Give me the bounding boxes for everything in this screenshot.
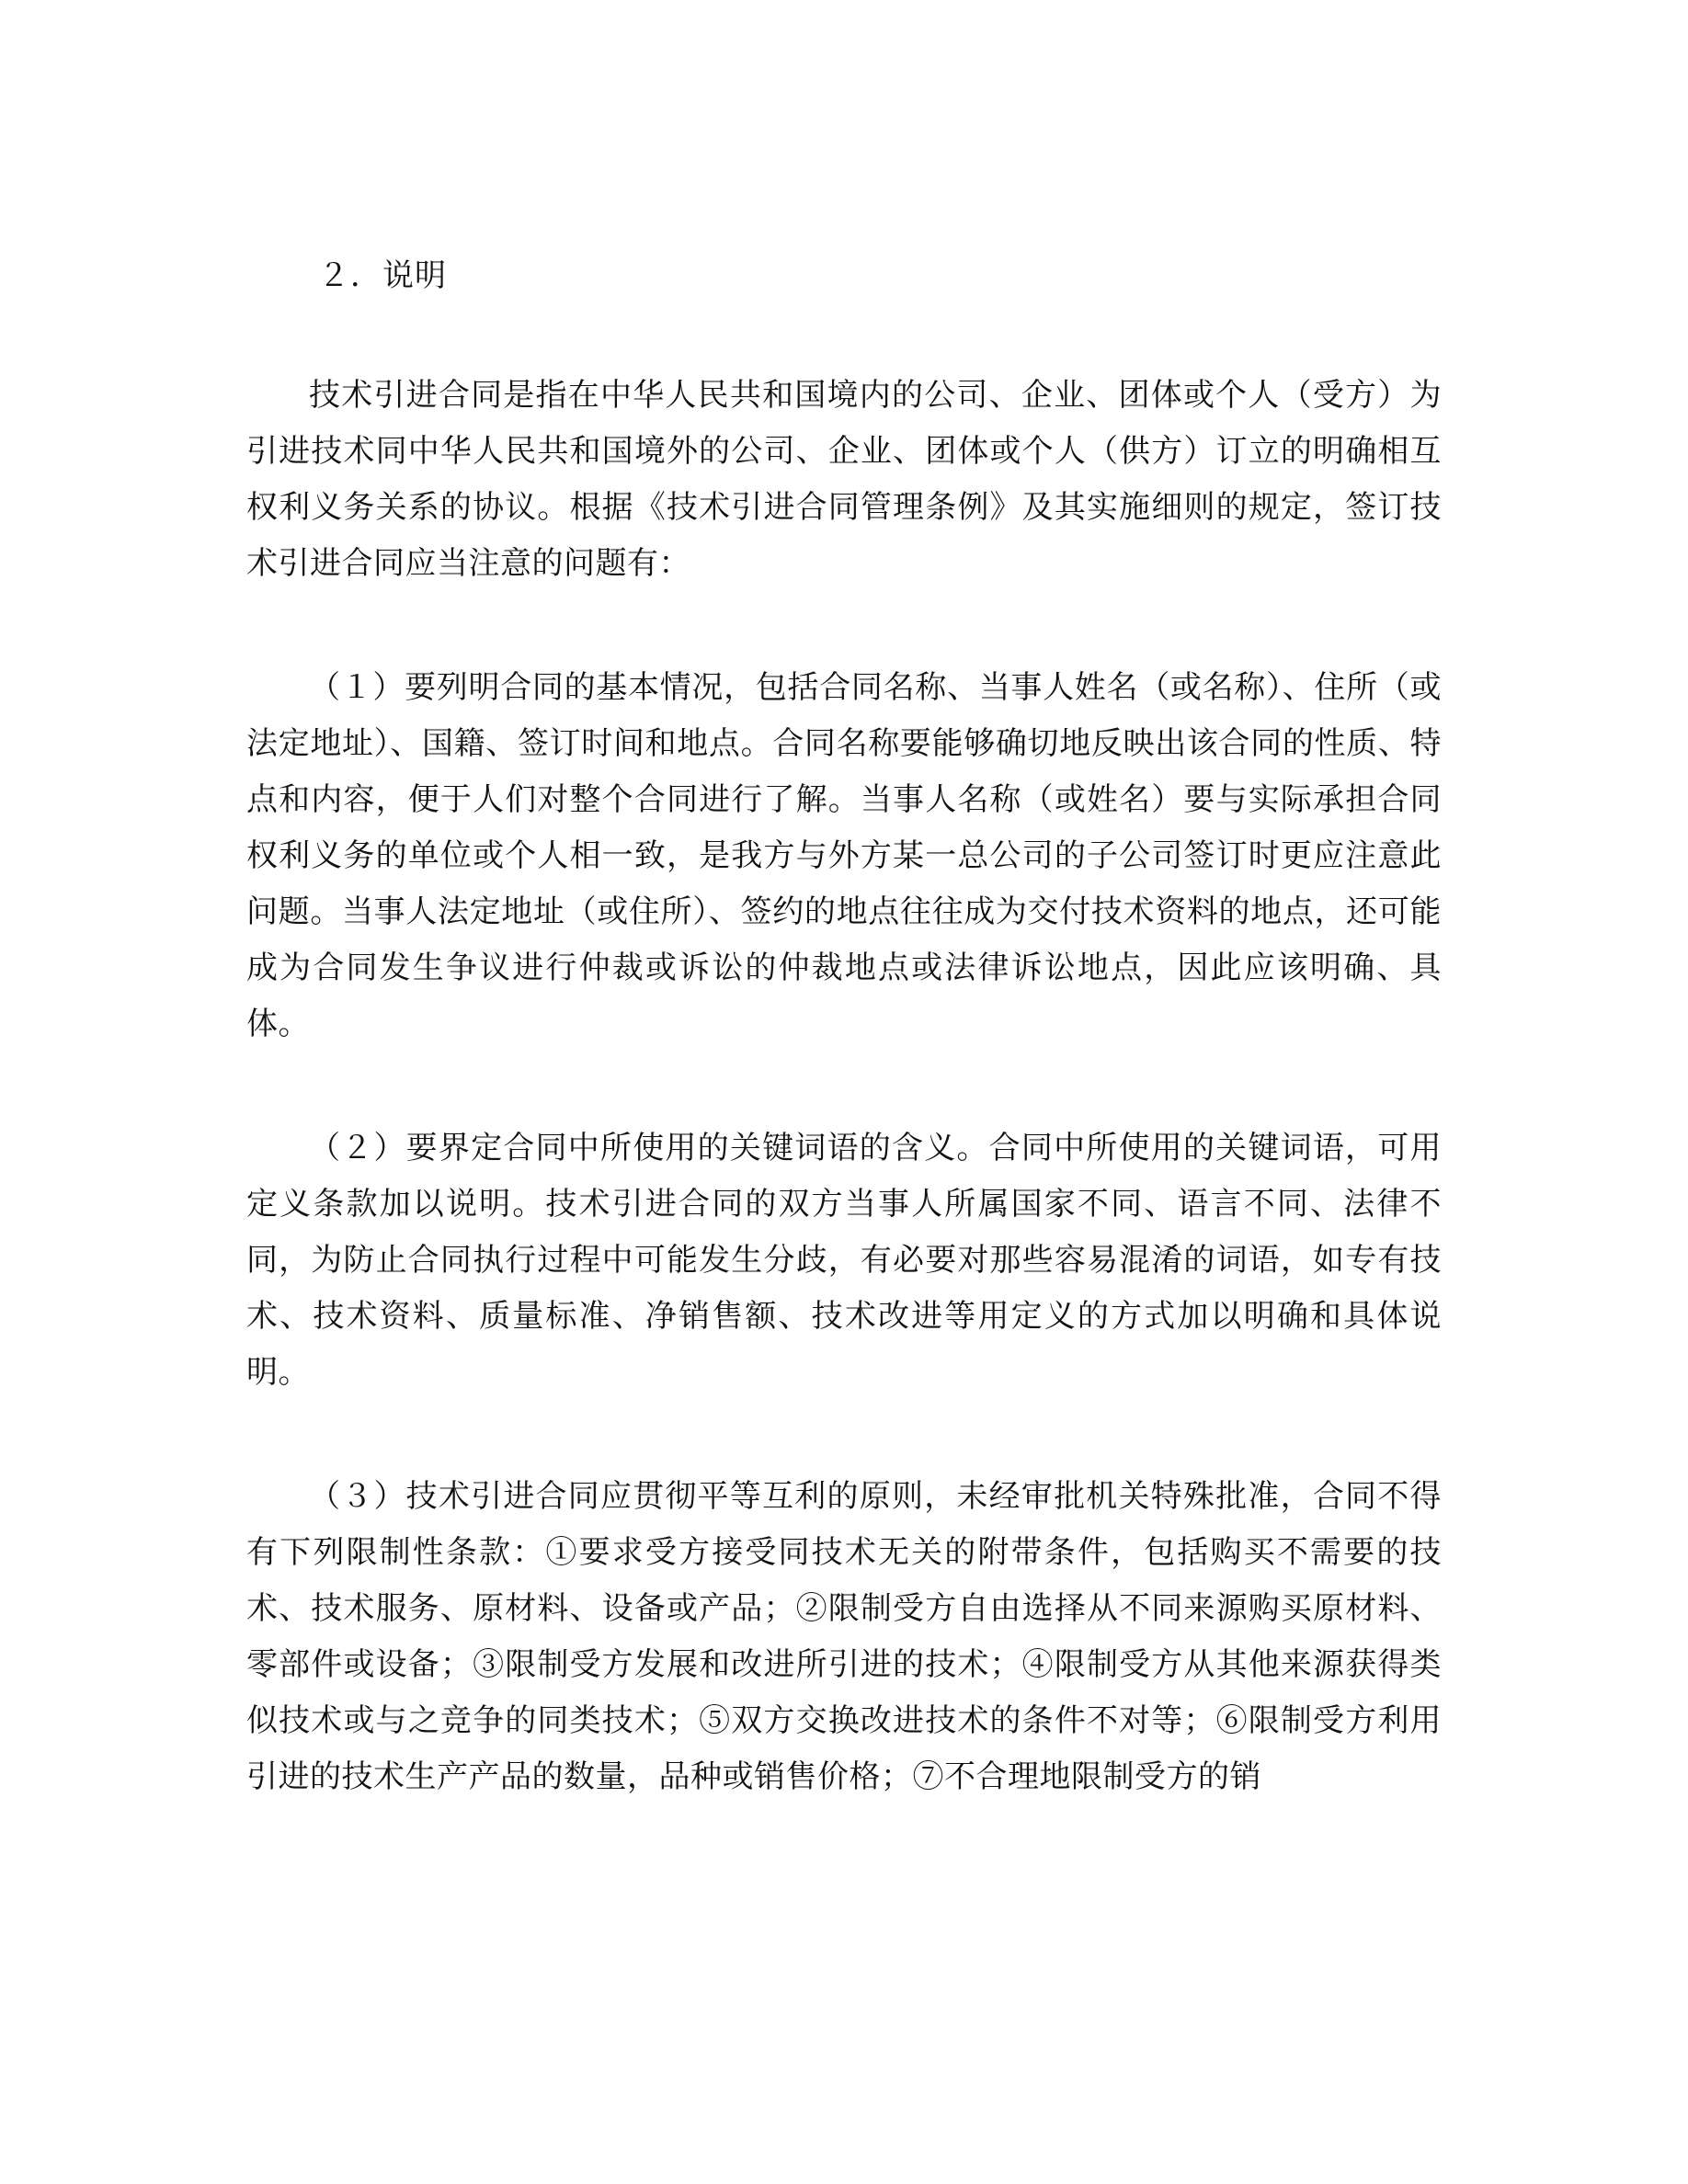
document-body <box>246 248 1442 1805</box>
paragraph-item-2: （２）要界定合同中所使用的关键词语的含义。合同中所使用的关键词语，可用定义条款加以说明。技术引进合同的双方当事人所属国家不同、语言不同、法律不同，为防止合同执行过程中可能发生分歧，有必要对那些容易混淆的词语，如专有技术、技术资料、质量标准、净销售额、技术改进等用定义的方式加以明确和具体说明。 <box>246 1130 1442 1391</box>
paragraph-intro: 技术引进合同是指在中华人民共和国境内的公司、企业、团体或个人（受方）为引进技术同中华人民共和国境外的公司、企业、团体或个人（供方）订立的明确相互权利义务关系的协议。根据《技术引进合同管理条例》及其实施细则的规定，签订技术引进合同应当注意的问题有： <box>246 377 1442 582</box>
paragraph-item-3: （３）技术引进合同应贯彻平等互利的原则，未经审批机关特殊批准，合同不得有下列限制性条款：①要求受方接受同技术无关的附带条件，包括购买不需要的技术、技术服务、原材料、设备或产品；②限制受方自由选择从不同来源购买原材料、零部件或设备；③限制受方发展和改进所引进的技术；④限制受方从其他来源获得类似技术或与之竞争的同类技术；⑤双方交换改进技术的条件不对等；⑥限制受方利用引进的技术生产产品的数量，品种或销售价格；⑦不合理地限制受方的销 <box>246 1478 1442 1795</box>
section-heading: ２．说明 <box>318 257 447 294</box>
paragraph-item-1: （１）要列明合同的基本情况，包括合同名称、当事人姓名（或名称）、住所（或法定地址）、国籍、签订时间和地点。合同名称要能够确切地反映出该合同的性质、特点和内容，便于人们对整个合同进行了解。当事人名称（或姓名）要与实际承担合同权利义务的单位或个人相一致，是我方与外方某一总公司的子公司签订时更应注意此问题。当事人法定地址（或住所）、签约的地点往往成为交付技术资料的地点，还可能成为合同发生争议进行仲裁或诉讼的仲裁地点或法律诉讼地点，因此应该明确、具体。 <box>246 669 1442 1042</box>
